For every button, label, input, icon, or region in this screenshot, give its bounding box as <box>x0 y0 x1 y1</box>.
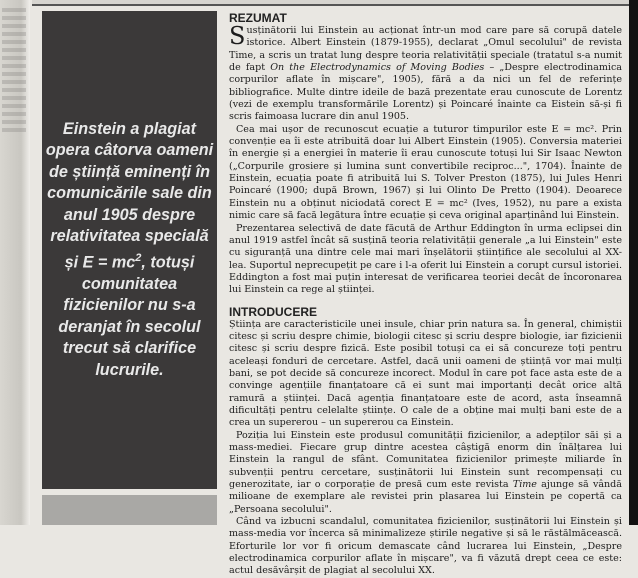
section-heading-rezumat: REZUMAT <box>229 11 287 25</box>
paragraph: Când va izbucni scandalul, comunitatea fizicienilor, susținătorii lui Einstein și mass-media vor încerca să minimalizeze știrile negative și să le răstălmăcească. Eforturile lor vor fi oricum demascate când lucrarea lui Einstein, „Despre electrodinamica corpurilor aflate în mișcare", va fi văzută drept ceea ce este: actul desăvârșit de plagiat al secolului XX. <box>229 516 622 577</box>
paragraph: Prezentarea selectivă de date făcută de Arthur Eddington în urma eclipsei din anul 1919 astfel încât să susțină teoria relativității generale „a lui Einstein" este cu siguranță una dintre cele mai mari înșelătorii științifice ale secolului al XX-lea. Suportul neprecupețit pe care i l-a oferit lui Einstein a corupt cursul istoriei. Eddington a fost mai puțin interesat de verificarea teoriei decât de încoronarea lui Einstein ca rege al științei. <box>229 222 622 296</box>
paragraph: Susținătorii lui Einstein au acționat într-un mod care pare să corupă datele istorice. Albert Einstein (1879-1955), declarat „Omul secolului" de revista Time, a scris un tratat lung despre teoria relativității speciale (tratatul s-a numit de fapt On the Electrodynamics of Moving Bodies – „Despre electrodinamica corpurilor aflate în mișcare", 1905), fără a da nici un fel de referințe bibliografice. Multe dintre ideile de bază prezentate erau cunoscute de Lorentz (vezi de exemplu transformările Lorentz) și Poincaré înainte ca Eistein să-și fi scris faimoasa lucrare din anul 1905. <box>229 22 622 123</box>
pull-quote: Einstein a plagiat opera câtorva oameni de știință eminenți în comunicările sale din anul 1905 despre relativitatea specială și $E = mc^2$, totuși comunitatea fizicienilor nu s-a deranjat în secolul trecut să clarifice lucrurile. <box>45 119 214 379</box>
paragraph: Cea mai ușor de recunoscut ecuație a tuturor timpurilor este E = mc². Prin convenție ea îi este atribuită doar lui Albert Einstein (1905). Conversia materiei în energie și a energiei în materie îi erau cunoscute totuși lui Sir Isaac Newton („Corpurile grosiere și lumina sunt convertibile reciproc...", 1704). Înainte de Einstein, ecuația poate fi atribuită lui S. Tolver Preston (1875), lui Jules Henri Poincaré (1900; după Brown, 1967) și lui Olinto De Pretto (1904). Deoarece Einstein nu a obținut niciodată corect E = mc² (Ives, 1952), nu pare a exista nimic care să facă legătura între ecuație și ceva original aparținând lui Einstein. <box>229 123 622 222</box>
drop-cap: S <box>229 22 246 50</box>
top-rule <box>32 0 630 6</box>
paragraph: Știința are caracteristicile unei insule, chiar prin natura sa. În general, chimiștii citesc și scriu despre chimie, biologii citesc și scriu despre biologie, iar fizicienii citesc și scriu despre fizică. Este posibil totuși ca ei să concureze toți pentru aceleași fonduri de cercetare. Astfel, dacă unii oameni de știință vor mai mulți bani, se pot decide să concureze incorect. Modul în care pot face asta este de a convinge agențiile finanțatoare că ei sunt mai importanți decât orice altă ramură a științei. Dacă agenția finanțatoare este de acord, asta înseamnă dificultăți pentru celelalte științe. O cale de a obține mai mulți bani este de a crea un supererou – un supererou ca Einstein. <box>229 318 622 429</box>
section-heading-introducere: INTRODUCERE <box>229 304 318 319</box>
paragraph: Poziția lui Einstein este produsul comunității fizicienilor, a adepților săi și a mass-mediei. Fiecare grup dintre acestea câștigă enorm din înălțarea lui Einstein la rangul de sfânt. Comunitatea fizicienilor primește miliarde în subvenții pentru cercetare, susținătorii lui Einstein sunt recompensați cu generozitate, iar o corporație de presă cum este revista Time ajunge să vândă milioane de exemplare ale revistei prin plasarea lui Einstein pe copertă ca „Persoana secolului". <box>229 429 622 515</box>
pull-quote-box <box>42 11 217 489</box>
adjacent-page-gutter <box>0 0 30 525</box>
article-column <box>229 11 622 578</box>
gray-box <box>42 495 217 525</box>
scan-edge <box>629 0 638 525</box>
